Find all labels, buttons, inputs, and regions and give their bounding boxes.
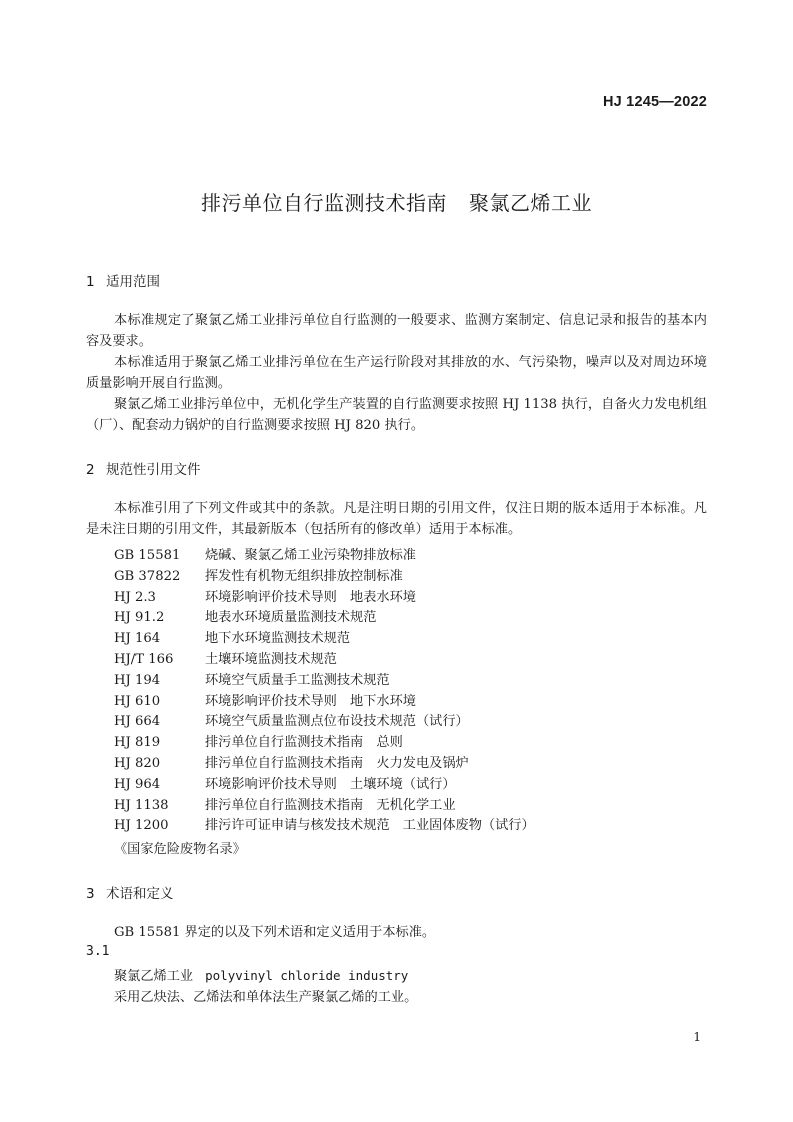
reference-title: 环境影响评价技术导则 地表水环境 [205,589,416,605]
reference-code: HJ 664 [114,714,161,730]
reference-item [114,775,535,796]
section-title: 术语和定义 [106,886,174,902]
reference-code: HJ 1138 [114,797,169,813]
reference-item [114,712,535,733]
reference-title: 排污单位自行监测技术指南 总则 [205,735,403,751]
reference-code: HJ 1200 [114,818,169,834]
reference-code: GB 15581 [114,548,181,563]
definition-text: 采用乙炔法、乙烯法和单体法生产聚氯乙烯的工业。 [114,990,418,1005]
reference-item [114,816,535,837]
reference-title: 排污单位自行监测技术指南 火力发电及锅炉 [205,755,469,771]
section-number: 3 [86,886,95,902]
page-number: 1 [693,1030,701,1044]
references-intro: 本标准引用了下列文件或其中的条款。凡是注明日期的引用文件，仅注日期的版本适用于本标准。凡是未注日期的引用文件，其最新版本（包括所有的修改单）适用于本标准。 [86,501,707,537]
standard-code: HJ 1245—2022 [603,94,707,110]
reference-item [114,588,535,609]
term-chinese: 聚氯乙烯工业 [114,969,194,984]
reference-code: GB 37822 [114,568,181,584]
reference-code: HJ 964 [114,776,161,792]
reference-catalog: 《国家危险废物名录》 [114,842,246,857]
reference-code: HJ 91.2 [114,610,165,626]
reference-title: 环境影响评价技术导则 地下水环境 [205,693,416,709]
reference-item [114,671,535,692]
reference-title: 环境空气质量手工监测技术规范 [205,672,390,688]
section-title: 规范性引用文件 [106,462,201,478]
reference-title: 环境影响评价技术导则 土壤环境（试行） [205,776,456,792]
reference-list [114,546,535,837]
reference-item [114,546,535,567]
definition-term [114,965,408,984]
reference-title: 排污单位自行监测技术指南 无机化学工业 [205,797,456,813]
terms-intro: GB 15581 界定的以及下列术语和定义适用于本标准。 [114,925,436,940]
reference-title: 地下水环境监测技术规范 [205,631,351,647]
reference-title: 地表水环境质量监测技术规范 [205,610,377,626]
scope-paragraph-1: 本标准规定了聚氯乙烯工业排污单位自行监测的一般要求、监测方案制定、信息记录和报告的基本内容及要求。 [86,313,707,349]
reference-title: 土壤环境监测技术规范 [205,651,337,667]
reference-code: HJ 819 [114,735,161,751]
reference-item [114,629,535,650]
reference-code: HJ 2.3 [114,589,156,605]
reference-item [114,692,535,713]
reference-title: 烧碱、聚氯乙烯工业污染物排放标准 [205,548,416,563]
reference-item [114,567,535,588]
reference-title: 排污许可证申请与核发技术规范 工业固体废物（试行） [205,818,535,834]
reference-code: HJ 820 [114,755,161,771]
reference-title: 挥发性有机物无组织排放控制标准 [205,568,403,584]
reference-code: HJ 164 [114,631,161,647]
reference-item [114,733,535,754]
reference-code: HJ 610 [114,693,161,709]
title-sub: 聚氯乙烯工业 [469,191,592,215]
definition-number: 3.1 [86,944,110,959]
section-heading-references [86,458,201,478]
reference-item [114,650,535,671]
page-title [0,187,793,216]
term-english: polyvinyl chloride industry [205,968,409,983]
title-main: 排污单位自行监测技术指南 [201,191,447,215]
section-number: 1 [86,274,95,290]
reference-code: HJ 194 [114,672,161,688]
reference-item [114,754,535,775]
reference-code: HJ/T 166 [114,651,174,667]
reference-item [114,608,535,629]
reference-item [114,796,535,817]
section-heading-scope [86,270,160,290]
section-heading-terms [86,882,174,902]
scope-paragraph-3: 聚氯乙烯工业排污单位中，无机化学生产装置的自行监测要求按照 HJ 1138 执行，自备火力发电机组（厂）、配套动力锅炉的自行监测要求按照 HJ 820 执行。 [86,397,707,433]
reference-title: 环境空气质量监测点位布设技术规范（试行） [205,714,469,730]
scope-paragraph-2: 本标准适用于聚氯乙烯工业排污单位在生产运行阶段对其排放的水、气污染物，噪声以及对周边环境质量影响开展自行监测。 [86,355,707,391]
section-number: 2 [86,462,95,478]
section-title: 适用范围 [106,274,160,290]
